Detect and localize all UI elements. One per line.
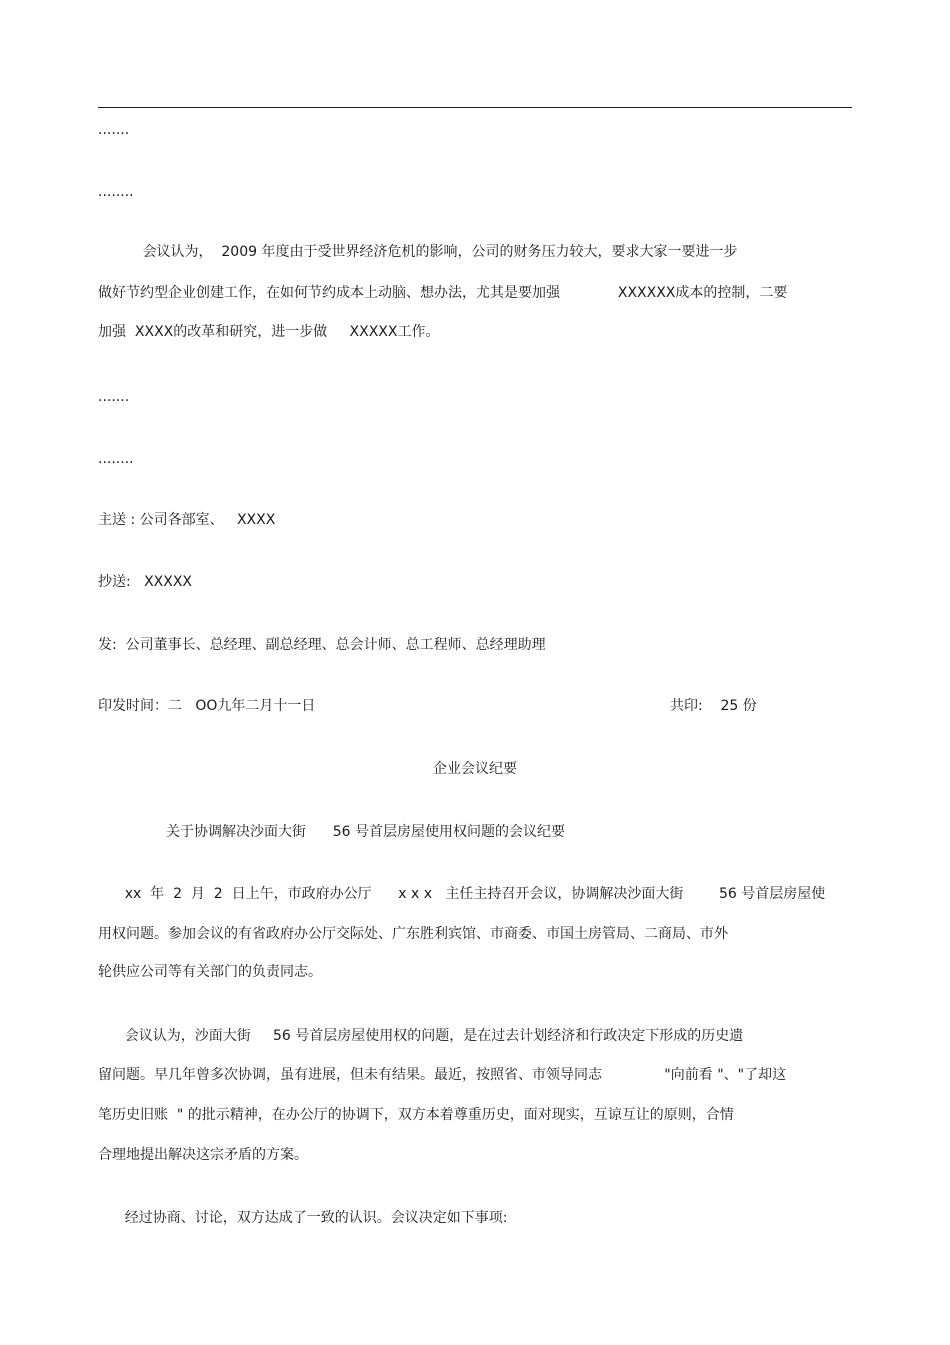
recipients-main: 主送 : 公司各部室、 XXXX	[98, 512, 276, 528]
paragraph-line: 用权问题。参加会议的有省政府办公厅交际处、广东胜利宾馆、市商委、市国土房管局、二商局、市外	[98, 926, 728, 942]
paragraph-line: 加强 XXXX的改革和研究，进一步做 XXXXX工作。	[98, 324, 440, 340]
ellipsis-line: .......	[98, 122, 130, 138]
ellipsis-line: ........	[98, 184, 134, 200]
print-count: 共印: 25 份	[670, 698, 757, 714]
distribution-list: 发: 公司董事长、总经理、副总经理、总会计师、总工程师、总经理助理	[98, 637, 546, 653]
recipients-cc: 抄送: XXXXX	[98, 574, 193, 590]
paragraph-line: xx 年 2 月 2 日上午，市政府办公厅 x x x 主任主持召开会议，协调解决沙面大街 56 号首层房屋使	[98, 886, 826, 902]
paragraph-line: 会议认为， 2009 年度由于受世界经济危机的影响，公司的财务压力较大，要求大家一要进一步	[98, 244, 738, 260]
paragraph-line: 合理地提出解决这宗矛盾的方案。	[98, 1147, 308, 1163]
paragraph-line: 轮供应公司等有关部门的负责同志。	[98, 964, 322, 980]
paragraph-line: 笔历史旧账 " 的批示精神，在办公厅的协调下，双方本着尊重历史，面对现实，互谅互让的原则，合情	[98, 1107, 734, 1123]
header-rule	[98, 107, 852, 108]
paragraph-line: 经过协商、讨论，双方达成了一致的认识。会议决定如下事项:	[98, 1210, 508, 1226]
paragraph-line: 留问题。早几年曾多次协调，虽有进展，但未有结果。最近，按照省、市领导同志 "向前看 "、"了却这	[98, 1067, 787, 1083]
ellipsis-line: ........	[98, 451, 134, 467]
paragraph-line: 做好节约型企业创建工作，在如何节约成本上动脑、想办法，尤其是要加强 XXXXXX成本的控制，二要	[98, 285, 788, 301]
issue-date: 印发时间：二 OO九年二月十一日	[98, 698, 316, 714]
paragraph-line: 会议认为，沙面大街 56 号首层房屋使用权的问题，是在过去计划经济和行政决定下形成的历史遗	[98, 1028, 744, 1044]
document-subtitle: 关于协调解决沙面大街 56 号首层房屋使用权问题的会议纪要	[166, 824, 565, 840]
document-title: 企业会议纪要	[433, 761, 517, 777]
ellipsis-line: .......	[98, 389, 130, 405]
